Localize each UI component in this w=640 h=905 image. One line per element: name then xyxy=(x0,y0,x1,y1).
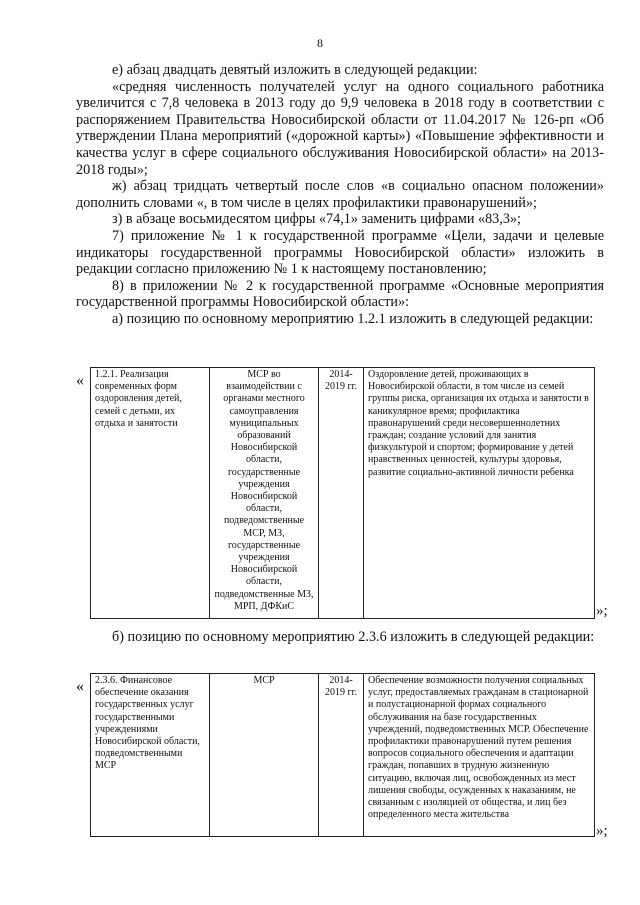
result-cell: Оздоровление детей, проживающих в Новосибирской области, в том числе из семей группы риска, организация их отдыха и занятости в каникулярное время; профилактика правонарушений среди несовершеннолетних граждан; создание условий для занятия физкультурой и спортом; формирование у детей нравственных ценностей, культуры здоровья, развитие социально-активной личности ребенка xyxy=(364,368,595,619)
quote-close-1: »; xyxy=(596,603,608,619)
table-row xyxy=(91,674,595,837)
paragraph-7: 7) приложение № 1 к государственной программе «Цели, задачи и целевые индикаторы государственной программы Новосибирской области» изложить в редакции согласно приложению № 1 к настоящему постановлению; xyxy=(76,227,604,278)
table-measure-1-2-1 xyxy=(90,367,595,619)
quote-close-2: »; xyxy=(596,823,608,839)
term-cell: 2014-2019 гг. xyxy=(319,674,364,837)
measure-name-cell: 2.3.6. Финансовое обеспечение оказания государственных услуг государственными учреждениями Новосибирской области, подведомственными МСР xyxy=(91,674,210,837)
table-row xyxy=(91,368,595,619)
paragraph-e: е) абзац двадцать девятый изложить в следующей редакции: xyxy=(112,62,478,78)
amendment-text-upper xyxy=(76,62,604,328)
table-measure-2-3-6 xyxy=(90,673,595,837)
quote-open-1: « xyxy=(76,372,84,389)
executor-cell: МСР во взаимодействии с органами местного самоуправления муниципальных образований Новосибирской области, государственные учреждения Новосибирской области, подведомственные МСР, МЗ, государственные учреждения Новосибирской области, подведомственные МЗ, МРП, ДФКиС xyxy=(210,368,319,619)
paragraph-z: з) в абзаце восьмидесятом цифры «74,1» заменить цифрами «83,3»; xyxy=(112,211,521,228)
quote-open-2: « xyxy=(76,678,84,695)
paragraph-a: а) позицию по основному мероприятию 1.2.1 изложить в следующей редакции: xyxy=(112,310,594,327)
page-number: 8 xyxy=(317,36,323,50)
measure-name-cell: 1.2.1. Реализация современных форм оздоровления детей, семей с детьми, их отдыха и занятости xyxy=(91,368,210,619)
paragraph-b: б) позицию по основному мероприятию 2.3.6 изложить в следующей редакции: xyxy=(112,629,595,645)
term-cell: 2014-2019 гг. xyxy=(319,368,364,619)
paragraph-e-quote: «средняя численность получателей услуг на одного социального работника увеличится с 7,8 человека в 2013 году до 9,9 человека в 2018 году в соответствии с распоряжением Правительства Новосибирской области от 11.04.2017 № 126-рп «Об утверждении Плана мероприятий («дорожной карты») «Повышение эффективности и качества услуг в сфере социального обслуживания Новосибирской области» на 2013-2018 годы»; xyxy=(76,78,604,178)
paragraph-8: 8) в приложении № 2 к государственной программе «Основные мероприятия государственной программы Новосибирской области»: xyxy=(76,277,604,311)
executor-cell: МСР xyxy=(210,674,319,837)
paragraph-zh: ж) абзац тридцать четвертый после слов «в социально опасном положении» дополнить словами «, в том числе в целях профилактики правонарушений»; xyxy=(76,178,604,211)
amendment-text-lower xyxy=(76,629,604,646)
result-cell: Обеспечение возможности получения социальных услуг, предоставляемых гражданам в стационарной и полустационарной формах социального обслуживания на базе государственных учреждений, подведомственных МСР. Обеспечение профилактики правонарушений путем решения вопросов социального обеспечения и адаптации граждан, попавших в трудную жизненную ситуацию, включая лиц, освобожденных из мест лишения свободы, осужденных к наказаниям, не связанным с изоляцией от общества, и лиц без определенного места жительства xyxy=(364,674,595,837)
